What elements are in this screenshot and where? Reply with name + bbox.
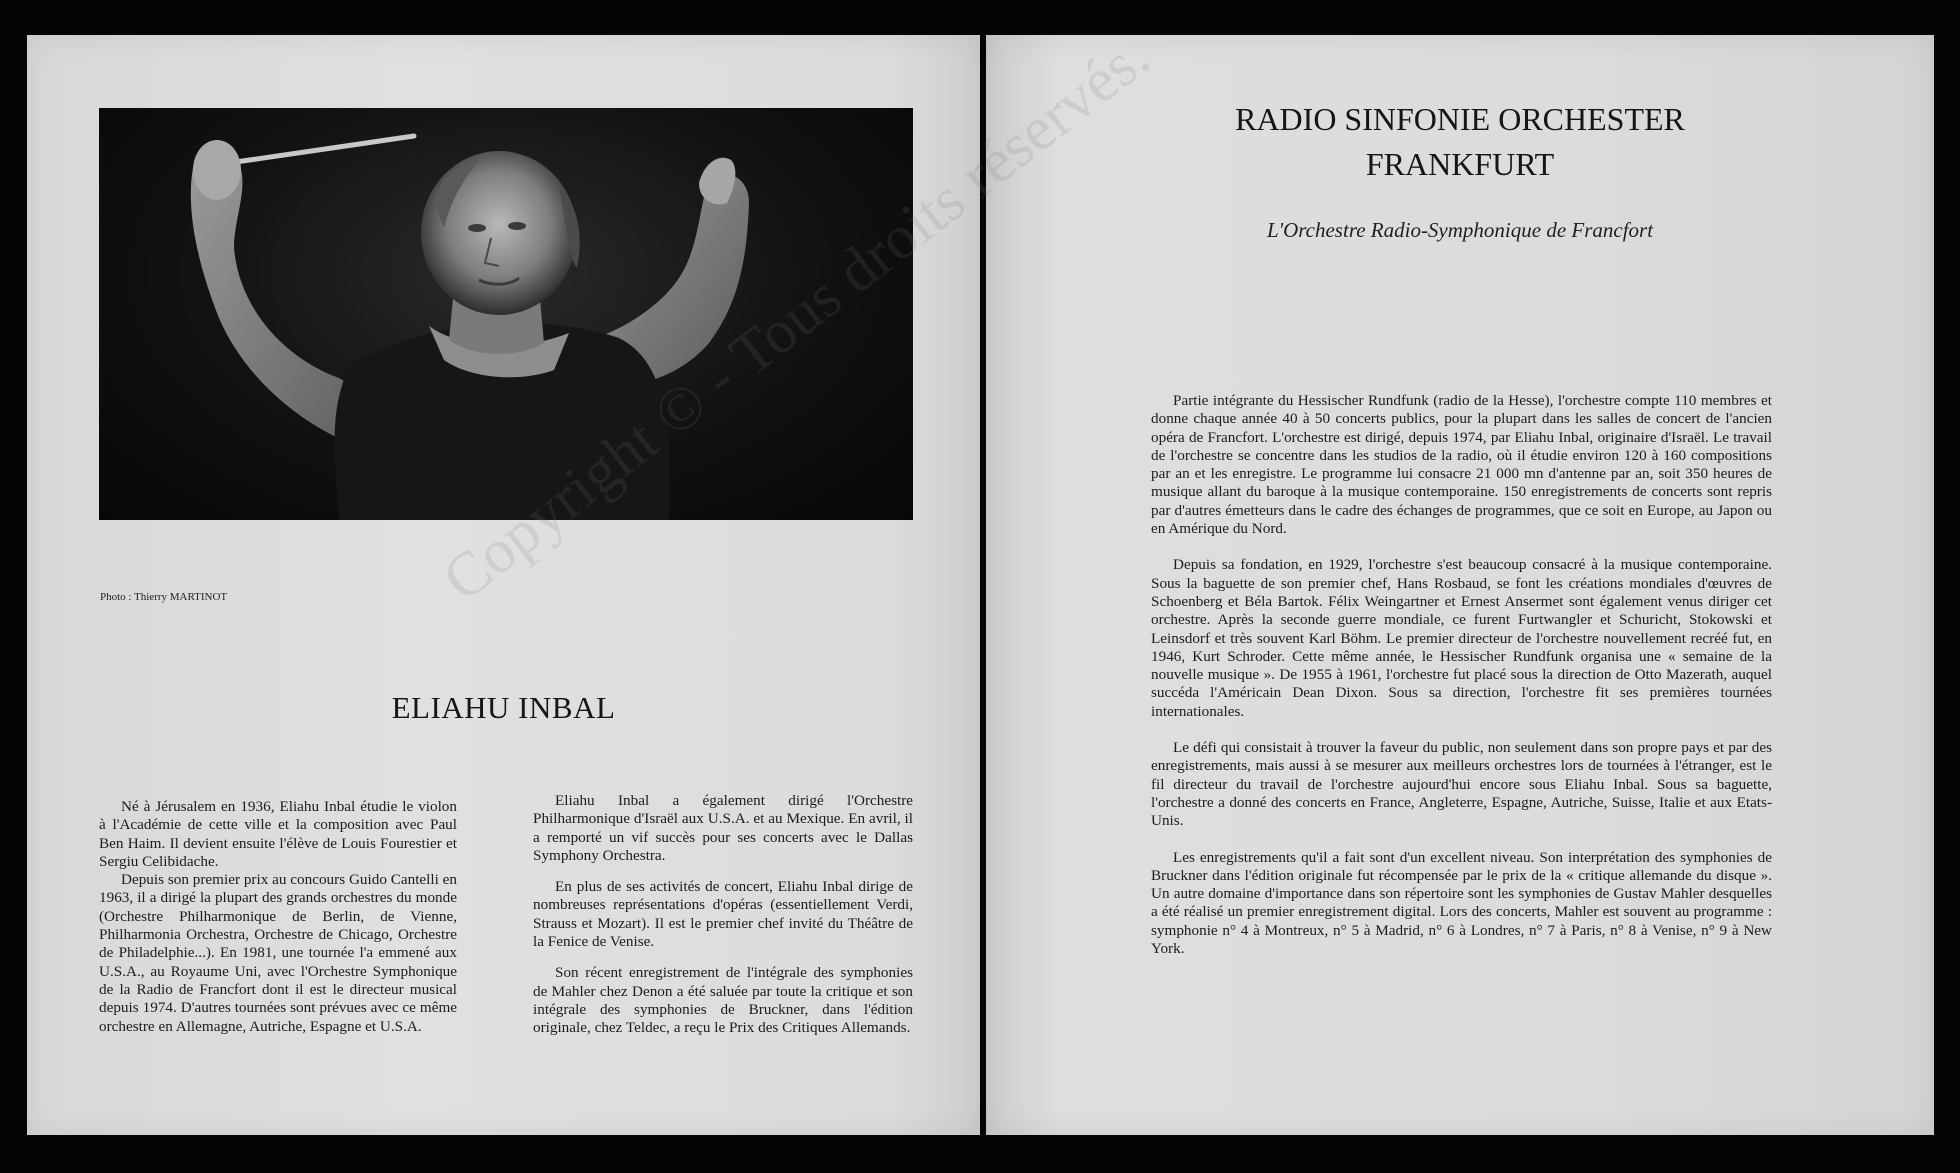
orchestra-title bbox=[986, 97, 1934, 187]
biography-paragraph: Né à Jérusalem en 1936, Eliahu Inbal étudie le violon à l'Académie de cette ville et la composition avec Paul Ben Haim. Il devient ensuite l'élève de Louis Fourestier et Sergiu Celibidache. bbox=[99, 798, 457, 870]
biography-paragraph: Eliahu Inbal a également dirigé l'Orchestre Philharmonique d'Israël aux U.S.A. et au Mexique. En avril, il a remporté un vif succès pour ses concerts avec le Dallas Symphony Orchestra. bbox=[533, 792, 913, 864]
biography-paragraph: Son récent enregistrement de l'intégrale des symphonies de Mahler chez Denon a été saluée par toute la critique et son intégrale des symphonies de Bruckner, dans l'édition originale, chez Teldec, a reçu le Prix des Critiques Allemands. bbox=[533, 964, 913, 1037]
photo-credit: Photo : Thierry MARTINOT bbox=[100, 591, 228, 603]
history-paragraph: Depuis sa fondation, en 1929, l'orchestre s'est beaucoup consacré à la musique contemporaine. Sous la baguette de son premier chef, Hans Rosbaud, se font les créations mondiales d'œuvres de Schoenberg et Béla Bartok. Félix Weingartner et Ernest Ansermet sont également venus diriger cet orchestre. Après la seconde guerre mondiale, ce furent Furtwangler et Schuricht, Stokowski et Leinsdorf et très souvent Karl Böhm. Le premier directeur de l'orchestre nouvellement recréé fut, en 1946, Kurt Schroder. Cette même année, le Hessischer Rundfunk organisa une « semaine de la nouvelle musique ». De 1955 à 1961, l'orchestre fut placé sous la direction de Otto Mazerath, auquel succéda l'Américain Dean Dixon. Sous sa direction, l'orchestre fit ses premières tournées internationales. bbox=[1151, 556, 1772, 720]
artist-name: ELIAHU INBAL bbox=[391, 690, 616, 725]
biography-column-1 bbox=[99, 798, 457, 1049]
orchestra-title-line-1: RADIO SINFONIE ORCHESTER bbox=[1235, 101, 1685, 137]
left-page bbox=[27, 35, 980, 1135]
history-paragraph: Les enregistrements qu'il a fait sont d'un excellent niveau. Son interprétation des symphonies de Bruckner dans l'édition originale fut récompensée par le prix de la « critique allemande du disque ». Un autre domaine d'importance dans son répertoire sont les symphonies de Gustav Mahler desquelles a été réalisé un premier enregistrement digital. Lors des concerts, Mahler est souvent au programme : symphonie n° 4 à Montreux, n° 5 à Madrid, n° 6 à Londres, n° 7 à Paris, n° 8 à Venise, n° 9 à New York. bbox=[1151, 848, 1772, 958]
orchestra-subtitle: L'Orchestre Radio-Symphonique de Francfort bbox=[1266, 218, 1654, 242]
biography-column-2 bbox=[533, 792, 913, 1051]
history-paragraph: Partie intégrante du Hessischer Rundfunk (radio de la Hesse), l'orchestre compte 110 membres et donne chaque année 40 à 50 concerts publics, pour la plupart dans les salles de concert de l'ancien opéra de Francfort. L'orchestre est dirigé, depuis 1974, par Eliahu Inbal, originaire d'Israël. Le travail de l'orchestre se concentre dans les studios de la radio, où il étudie environ 120 à 160 compositions par an et les enregistre. Le programme lui consacre 21 000 mn d'antenne par an, soit 350 heures de musique allant du baroque à la musique contemporaine. 150 enregistrements de concerts sont repris par d'autres émetteurs dans le cadre des échanges de programmes, que ce soit en Europe, au Japon ou en Amérique du Nord. bbox=[1151, 392, 1772, 538]
conductor-photo bbox=[99, 108, 913, 520]
orchestra-title-line-2: FRANKFURT bbox=[1365, 146, 1555, 182]
biography-paragraph: Depuis son premier prix au concours Guido Cantelli en 1963, il a dirigé la plupart des grands orchestres du monde (Orchestre Philharmonique de Berlin, de Vienne, Philharmonia Orchestra, Orchestre de Chicago, Orchestre de Philadelphie...). En 1981, une tournée l'a emmené aux U.S.A., au Royaume Uni, avec l'Orchestre Symphonique de la Radio de Francfort dont il est le directeur musical depuis 1974. D'autres tournées sont prévues avec ce même orchestre en Allemagne, Autriche, Espagne et U.S.A. bbox=[99, 871, 457, 1035]
orchestra-history bbox=[1151, 392, 1772, 976]
biography-paragraph: En plus de ses activités de concert, Eliahu Inbal dirige de nombreuses représentations d'opéras (essentiellement Verdi, Strauss et Mozart). Il est le premier chef invité du Théâtre de la Fenice de Venise. bbox=[533, 878, 913, 951]
history-paragraph: Le défi qui consistait à trouver la faveur du public, non seulement dans son propre pays et par des enregistrements, mais aussi à se mesurer aux meilleurs orchestres lors de tournées à l'étranger, est le fil directeur du travail de l'orchestre aujourd'hui encore sous Eliahu Inbal. Sous sa baguette, l'orchestre a donné des concerts en France, Angleterre, Espagne, Autriche, Suisse, Italie et aux Etats-Unis. bbox=[1151, 739, 1772, 830]
right-page bbox=[986, 35, 1934, 1135]
conductor-photo-image bbox=[99, 108, 913, 520]
